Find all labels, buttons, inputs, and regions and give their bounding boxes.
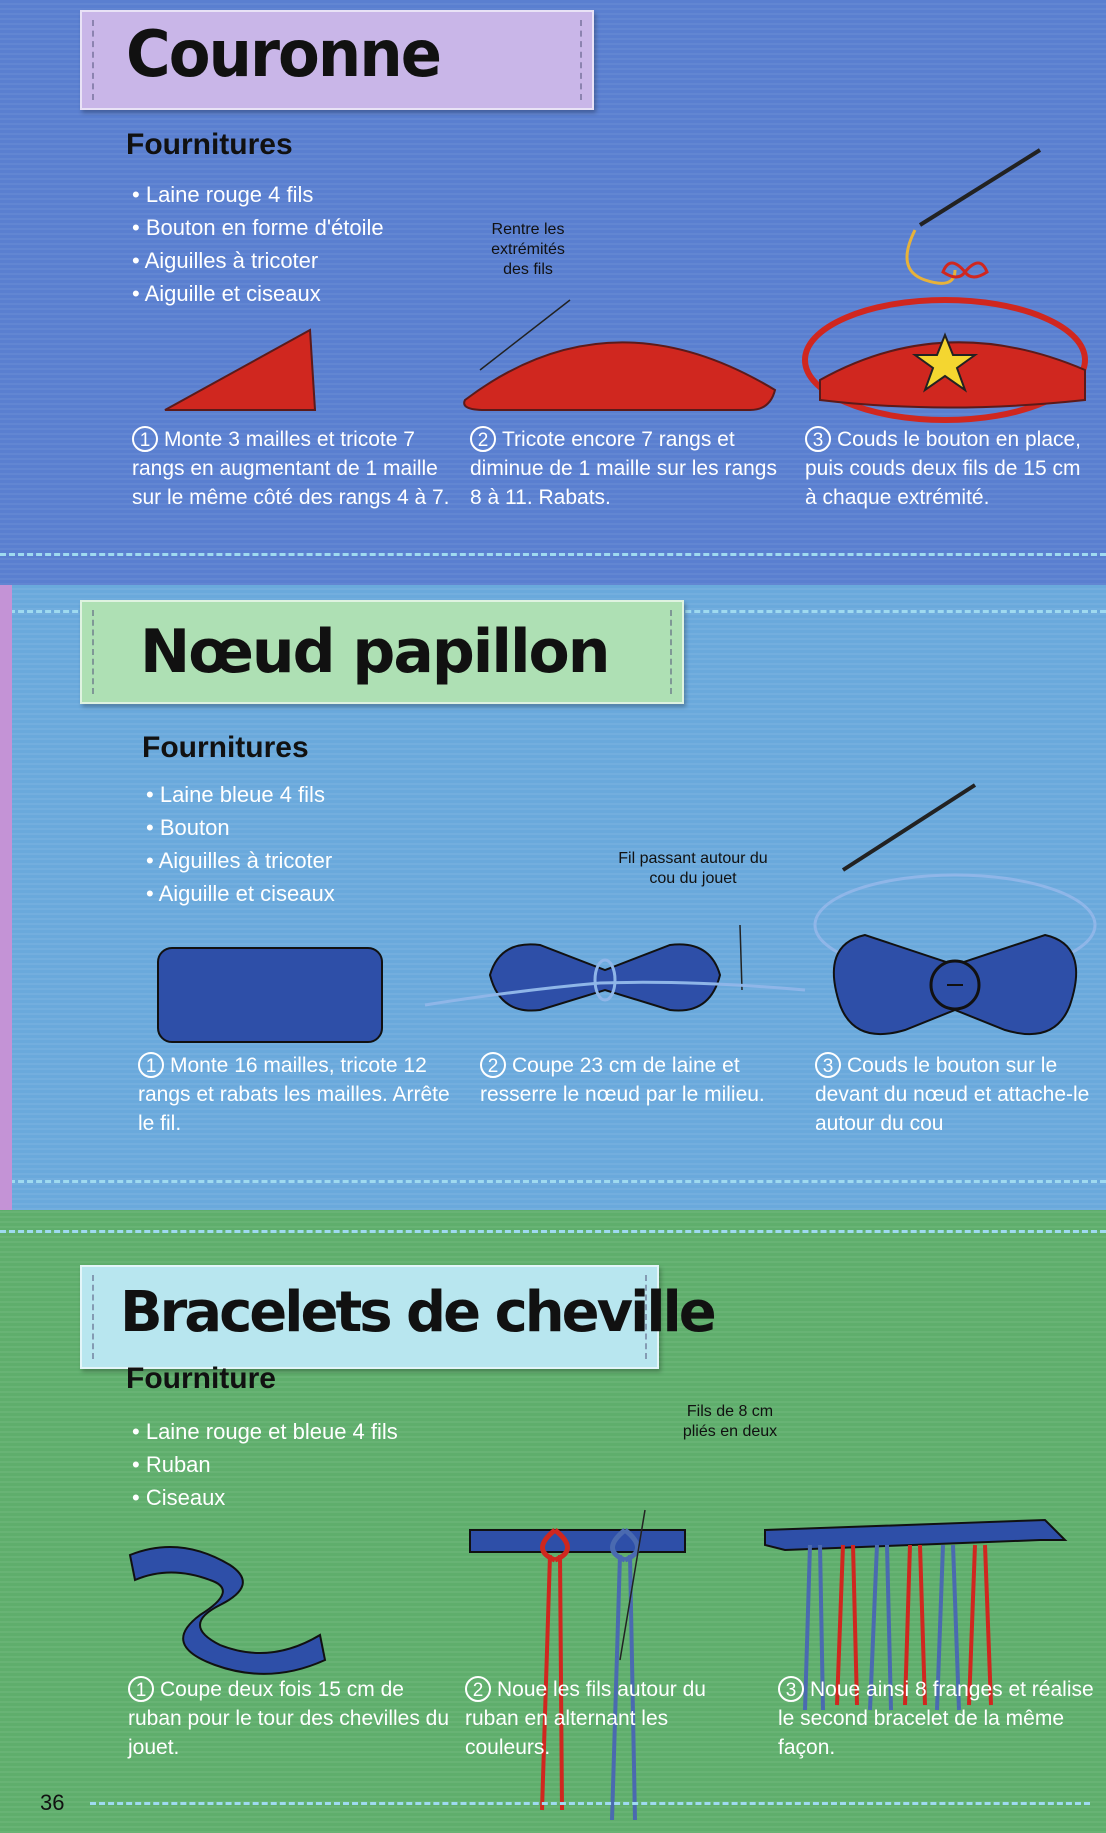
step-text: Monte 3 mailles et tricote 7 rangs en augmentant de 1 maille sur le même côté des rangs 4 à 7. [132,428,450,509]
step-2 [480,1051,780,1109]
section-noeud-papillon [0,585,1106,1210]
step-1 [138,1051,458,1138]
step-number: 1 [138,1052,164,1078]
section-title: Bracelets de cheville [120,1280,714,1345]
list-item: • Aiguilles à tricoter [146,844,335,877]
page-number: 36 [40,1790,65,1815]
step-1 [128,1675,458,1762]
step-2 [465,1675,755,1762]
step-text: Noue les fils autour du ruban en alternant les couleurs. [465,1678,706,1759]
bow-tie-with-button-illustration [805,785,1105,1045]
list-item: • Aiguille et ciseaux [146,877,335,910]
supplies-heading: Fournitures [126,128,293,161]
step-number: 2 [465,1676,491,1702]
knitted-crown-piece-illustration [460,280,790,420]
list-item: • Laine bleue 4 fils [146,778,335,811]
step-text: Coupe deux fois 15 cm de ruban pour le tour des chevilles du jouet. [128,1678,450,1759]
annotation-note: Fil passant autour du cou du jouet [618,850,768,887]
threads-on-ribbon-illustration [470,1510,690,1830]
list-item: • Aiguilles à tricoter [132,244,384,277]
section-title: Nœud papillon [140,617,609,687]
list-item: • Laine rouge et bleue 4 fils [132,1415,398,1448]
stitch-divider [0,553,1106,556]
knitted-rectangle-illustration [155,945,385,1045]
stitch-divider [90,1802,1090,1805]
step-number: 2 [470,426,496,452]
step-text: Monte 16 mailles, tricote 12 rangs et rabats les mailles. Arrête le fil. [138,1054,450,1135]
step-1 [132,425,462,512]
step-number: 1 [132,426,158,452]
list-item: • Bouton en forme d'étoile [132,211,384,244]
step-number: 3 [805,426,831,452]
section-title: Couronne [126,18,441,92]
step-text: Tricote encore 7 rangs et diminue de 1 maille sur les rangs 8 à 11. Rabats. [470,428,777,509]
supplies-heading: Fournitures [142,731,309,764]
step-text: Couds le bouton en place, puis couds deux fils de 15 cm à chaque extrémité. [805,428,1082,509]
step-3 [778,1675,1098,1762]
step-2 [470,425,785,512]
stitch-divider [0,1180,1106,1183]
annotation-note: Fils de 8 cm pliés en deux [682,1403,778,1440]
step-3 [805,425,1095,512]
list-item: • Laine rouge 4 fils [132,178,384,211]
step-text: Couds le bouton sur le devant du nœud et attache-le autour du cou [815,1054,1090,1135]
step-number: 3 [778,1676,804,1702]
supplies-list [132,1415,398,1514]
annotation-note: Rentre les extrémités des fils [491,221,565,278]
page-edge-strip [0,585,12,1210]
section-bracelets-de-cheville [0,1210,1106,1833]
crown-with-star-illustration [795,150,1105,420]
list-item: • Ciseaux [132,1481,398,1514]
knitted-triangle-illustration [160,325,320,415]
ribbon-illustration [120,1535,330,1685]
step-number: 1 [128,1676,154,1702]
step-number: 2 [480,1052,506,1078]
supplies-list [132,178,384,310]
step-number: 3 [815,1052,841,1078]
stitch-divider [0,1230,1106,1233]
list-item: • Aiguille et ciseaux [132,277,384,310]
bow-tie-knot-illustration [420,895,810,1045]
step-text: Noue ainsi 8 franges et réalise le second bracelet de la même façon. [778,1678,1094,1759]
list-item: • Bouton [146,811,335,844]
supplies-heading: Fourniture [126,1362,276,1395]
supplies-list [146,778,335,910]
section-couronne [0,0,1106,585]
step-3 [815,1051,1105,1138]
step-text: Coupe 23 cm de laine et resserre le nœud par le milieu. [480,1054,765,1106]
list-item: • Ruban [132,1448,398,1481]
